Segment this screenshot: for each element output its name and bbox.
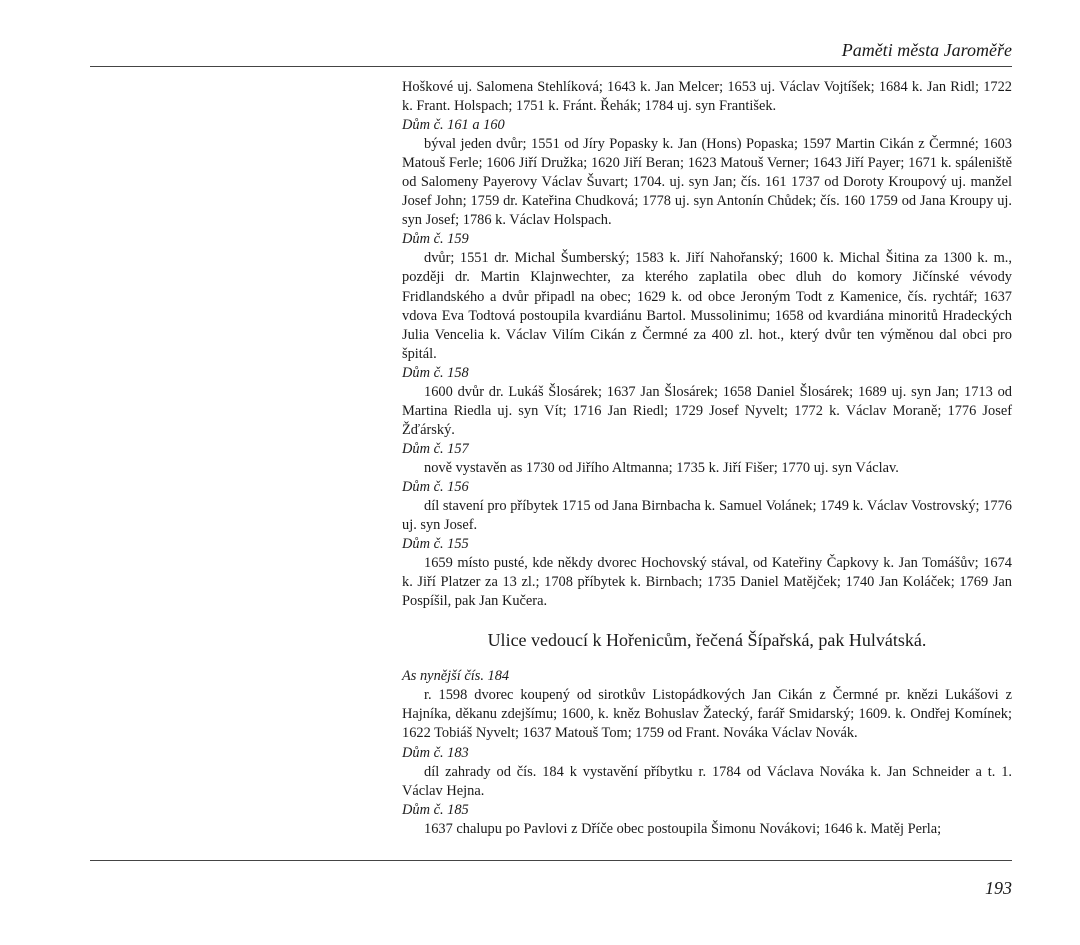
page-number: 193	[985, 878, 1012, 898]
footer-rule	[90, 860, 1012, 861]
paragraph: 1659 místo pusté, kde někdy dvorec Hochovský stával, od Kateřiny Čapkovy k. Jan Tomášův; 1674 k. Jiří Platzer za 13 zl.; 1708 příbytek k. Birnbach; 1735 Daniel Matějček; 1740 Jan Koláček; 1769 Jan Pospíšil, pak Jan Kučera.	[402, 555, 1012, 610]
entry-heading: Dům č. 158	[402, 364, 469, 381]
paragraph: dvůr; 1551 dr. Michal Šumberský; 1583 k. Jiří Nahořanský; 1600 k. Michal Šitina za 1300 k. m., později dr. Martin Klajnwechter, za kterého zaplatila obec dluh do komory Jičínské vévody Fridlandského a dvůr připadl na obec; 1629 k. od obce Jeroným Todt z Kamenice, čís. rychtář; 1637 vdova Eva Todtová postoupila kvardiánu Bartol. Mussolinimu; 1658 od kvardiána minoritů Hradeckých Julia Vencelia k. Václav Vilím Cikán z Čermné za 400 zl. hot., který dvůr ten výměnou dal obci pro špitál.	[402, 250, 1012, 362]
entry-heading: Dům č. 157	[402, 440, 469, 457]
body-text	[402, 78, 1012, 839]
entry-heading: As nynější čís. 184	[402, 668, 510, 685]
running-head: Paměti města Jaroměře	[841, 40, 1012, 60]
paragraph: nově vystavěn as 1730 od Jiřího Altmanna; 1735 k. Jiří Fišer; 1770 uj. syn Václav.	[424, 459, 899, 476]
entry-heading: Dům č. 185	[402, 801, 469, 818]
entry-heading: Dům č. 183	[402, 744, 469, 761]
entry-heading: Dům č. 155	[402, 536, 469, 553]
paragraph: 1637 chalupu po Pavlovi z Dříče obec postoupila Šimonu Novákovi; 1646 k. Matěj Perla;	[424, 820, 942, 837]
entry-heading: Dům č. 161 a 160	[402, 117, 505, 134]
paragraph: r. 1598 dvorec koupený od sirotkův Listopádkových Jan Cikán z Čermné pr. knězi Lukášovi z Hajníka, děkanu zdejšímu; 1600, k. kněz Bohuslav Žatecký, farář Smidarský; 1609. k. Ondřej Komínek; 1622 Tobiáš Nyvelt; 1637 Matouš Tom; 1759 od Frant. Nováka Václav Novák.	[402, 687, 1012, 742]
paragraph: díl stavení pro příbytek 1715 od Jana Birnbacha k. Samuel Volánek; 1749 k. Václav Vostrovský; 1776 uj. syn Josef.	[402, 498, 1012, 534]
paragraph: býval jeden dvůr; 1551 od Jíry Popasky k. Jan (Hons) Popaska; 1597 Martin Cikán z Čermné; 1603 Matouš Ferle; 1606 Jiří Družka; 1620 Jiří Beran; 1623 Matouš Verner; 1643 Jiří Payer; 1671 k. spáleniště od Salomeny Payerovy Václav Šuvart; 1704. uj. syn Jan; čís. 161 1737 od Doroty Kroupový uj. manžel Josef John; 1759 dr. Kateřina Chudková; 1778 uj. syn Antonín Chůdek; čís. 160 1759 od Jana Kroupy uj. syn Josef; 1786 k. Václav Holspach.	[402, 136, 1012, 229]
header-rule	[90, 66, 1012, 67]
entry-heading: Dům č. 156	[402, 478, 469, 495]
paragraph: Hoškové uj. Salomena Stehlíková; 1643 k. Jan Melcer; 1653 uj. Václav Vojtíšek; 1684 k. Jan Ridl; 1722 k. Frant. Holspach; 1751 k. Fránt. Řehák; 1784 uj. syn František.	[402, 79, 1012, 115]
paragraph: 1600 dvůr dr. Lukáš Šlosárek; 1637 Jan Šlosárek; 1658 Daniel Šlosárek; 1689 uj. syn Jan; 1713 od Martina Riedla uj. syn Vít; 1716 Jan Riedl; 1729 Josef Nyvelt; 1772 k. Václav Moraně; 1776 Josef Žďárský.	[402, 383, 1012, 438]
paragraph: díl zahrady od čís. 184 k vystavění příbytku r. 1784 od Václava Nováka k. Jan Schneider a t. 1. Václav Hejna.	[402, 763, 1012, 799]
section-title: Ulice vedoucí k Hořenicům, řečená Šípařská, pak Hulvátská.	[487, 630, 927, 651]
entry-heading: Dům č. 159	[402, 231, 469, 248]
